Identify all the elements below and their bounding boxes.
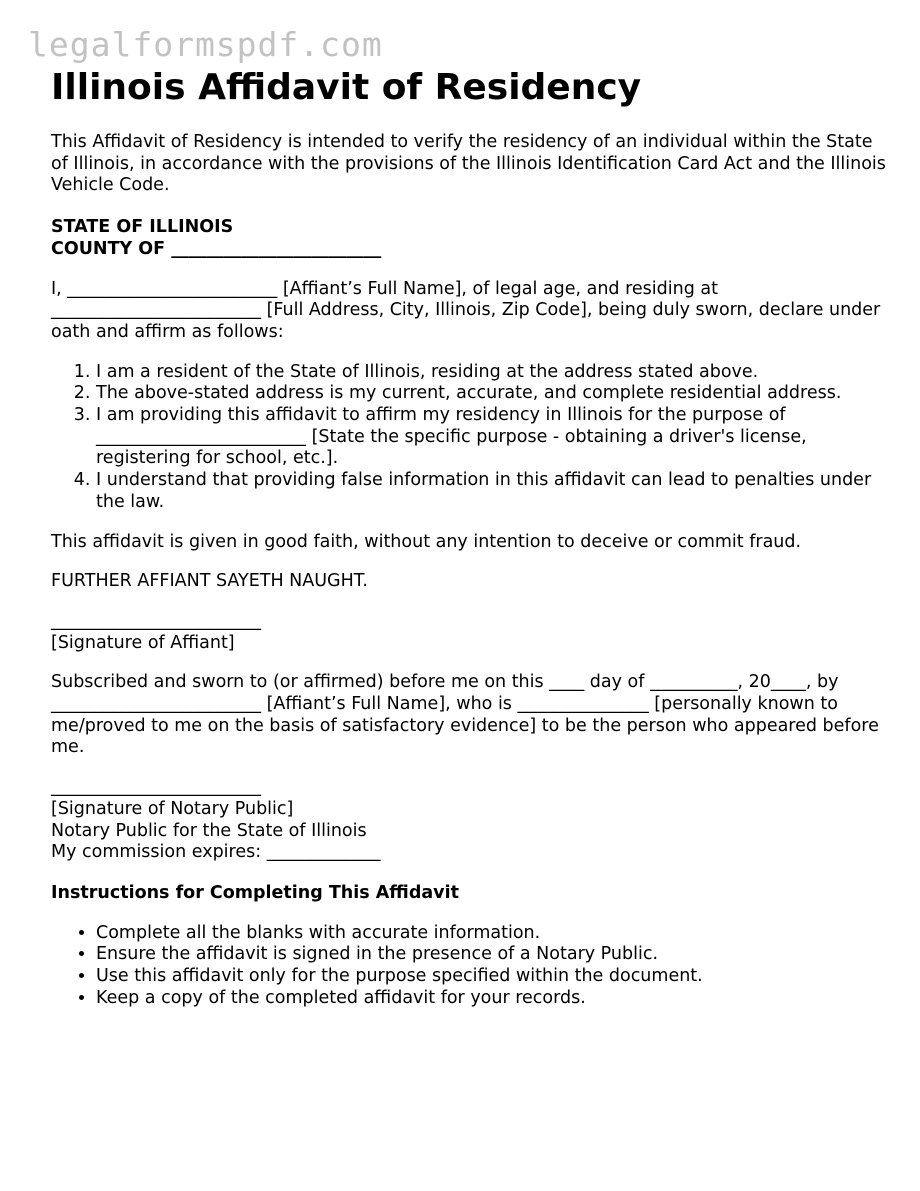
instruction-item: • Ensure the affidavit is signed in the presence of a Notary Public. [96, 944, 891, 966]
good-faith-paragraph: This affidavit is given in good faith, without any intention to deceive or commit fraud. [51, 531, 802, 552]
affiant-signature-block [51, 611, 891, 654]
statement-item: 3. I am providing this affidavit to affirm my residency in Illinois for the purpose of ________________________ [State the specific purpose - obtaining a driver's license, registering for school, etc.]. [96, 405, 891, 470]
document-title: Illinois Affidavit of Residency [51, 67, 642, 108]
venue-state: STATE OF ILLINOIS [51, 217, 234, 238]
instruction-item: • Use this affidavit only for the purpose specified within the document. [96, 966, 891, 988]
statement-item: 4. I understand that providing false information in this affidavit can lead to penalties under the law. [96, 470, 891, 513]
venue-county: COUNTY OF ________________________ [51, 238, 382, 259]
venue-block [51, 217, 891, 260]
instruction-item: • Keep a copy of the completed affidavit for your records. [96, 988, 891, 1010]
notary-signature-label: [Signature of Notary Public] [51, 798, 294, 819]
instructions-list [51, 923, 891, 1010]
statement-list [51, 362, 891, 514]
instructions-title: Instructions for Completing This Affidavit [51, 882, 459, 903]
affiant-signature-line: ________________________ [51, 610, 261, 631]
notary-commission: My commission expires: _____________ [51, 842, 381, 863]
statement-item: 1. I am a resident of the State of Illinois, residing at the address stated above. [96, 362, 891, 384]
statement-item: 2. The above-stated address is my current, accurate, and complete residential address. [96, 383, 891, 405]
further-affiant-text: FURTHER AFFIANT SAYETH NAUGHT. [51, 571, 368, 592]
notary-signature-block [51, 777, 891, 864]
subscribed-paragraph: Subscribed and sworn to (or affirmed) before me on this ____ day of __________, 20____, by ________________________ [Affiant’s Full Name], who is _______________ [personally known to me/proved to me on the basis of satisfactory evidence] to be the person who appeared before me. [51, 672, 879, 758]
declaration-paragraph: I, ________________________ [Affiant’s Full Name], of legal age, and residing at ________________________ [Full Address, City, Illinois, Zip Code], being duly sworn, declare under oath and affirm as follows: [51, 278, 881, 342]
watermark-text: legalformspdf.com [28, 25, 383, 64]
instruction-item: • Complete all the blanks with accurate information. [96, 923, 891, 945]
affiant-signature-label: [Signature of Affiant] [51, 632, 235, 653]
intro-paragraph: This Affidavit of Residency is intended to verify the residency of an individual within the State of Illinois, in accordance with the provisions of the Illinois Identification Card Act and the Illinois Vehicle Code. [51, 132, 886, 196]
notary-signature-line: ________________________ [51, 777, 261, 798]
document-page [51, 64, 891, 1010]
notary-title: Notary Public for the State of Illinois [51, 820, 367, 841]
